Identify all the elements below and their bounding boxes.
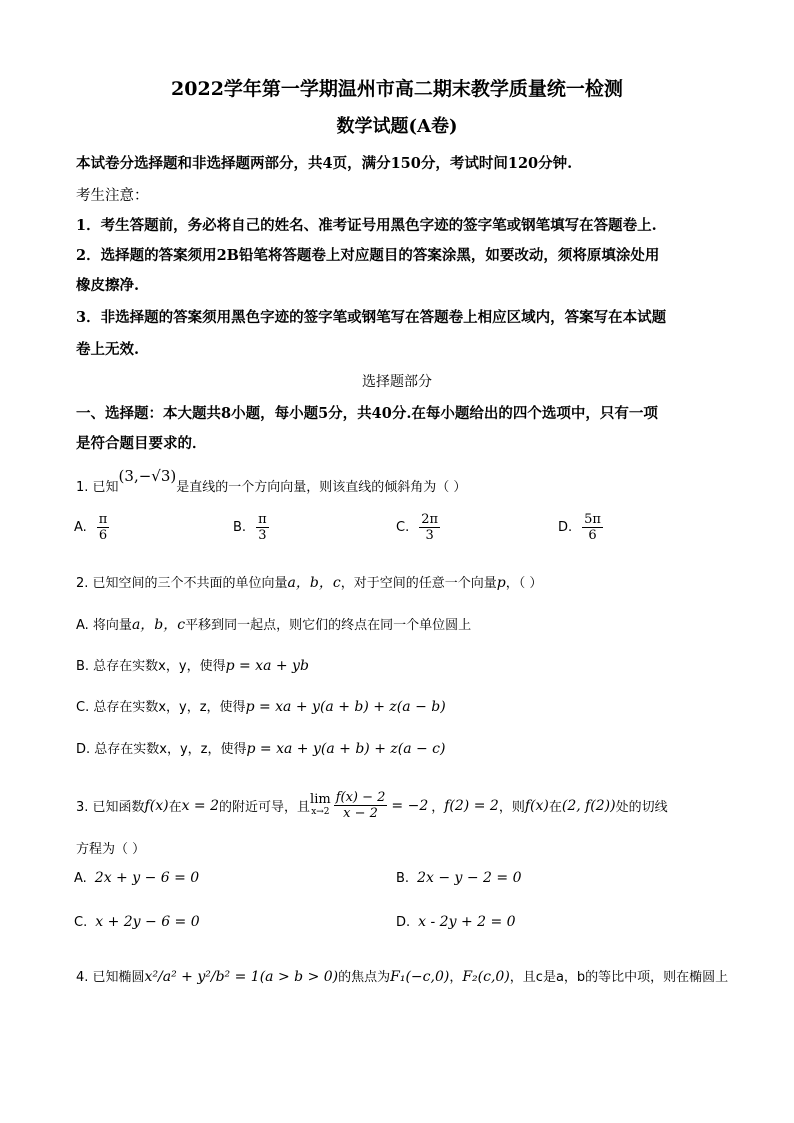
question-1-option-a[interactable]: A. $\frac{\pi}{6}$ [74,512,108,543]
question-2-stem: 2. 已知空间的三个不共面的单位向量a，b，c，对于空间的任意一个向量p，（ ） [76,575,543,591]
section-heading-line-1: 一、选择题：本大题共8小题，每小题5分，共40分.在每小题给出的四个选项中，只有一项 [76,405,658,422]
section-label: 选择题部分 [362,374,432,390]
note-2-line-2: 橡皮擦净. [76,277,140,294]
note-1: 1．考生答题前，务必将自己的姓名、准考证号用黑色字迹的签字笔或钢笔填写在答题卷上. [76,217,657,234]
question-2-vector-p: p [496,575,506,591]
question-3-stem-line-2: 方程为（ ） [76,842,146,857]
note-3-line-1: 3．非选择题的答案须用黑色字迹的签字笔或钢笔写在答题卷上相应区域内，答案写在本试题 [76,309,667,326]
exam-subtitle: 数学试题(A卷) [336,116,458,137]
question-2-option-d[interactable]: D. 总存在实数x，y，z，使得p = xa + y(a + b) + z(a − c) [76,741,446,757]
question-2-option-a[interactable]: A. 将向量a，b，c平移到同一起点，则它们的终点在同一个单位圆上 [76,617,472,633]
ellipse-equation: x²/a² + y²/b² = 1(a > b > 0) [144,969,339,985]
question-3-option-d[interactable]: D. x - 2y + 2 = 0 [396,914,516,930]
question-1-option-c[interactable]: C. $\frac{2\pi}{3}$ [396,512,439,543]
question-2-vectors: a，b，c [287,575,341,591]
question-1-option-d[interactable]: D. $\frac{5\pi}{6}$ [558,512,601,543]
limit-fraction: $\frac{f(x) - 2}{x - 2}$ [335,790,386,821]
intro-line: 本试卷分选择题和非选择题两部分，共4页，满分150分，考试时间120分钟. [76,155,573,172]
question-1-suffix: 是直线的一个方向向量，则该直线的倾斜角为（ ） [176,480,467,495]
question-1-option-b[interactable]: B. $\frac{\pi}{3}$ [233,512,267,543]
question-1-vector: (3,−√3) [118,467,177,485]
question-3-option-c[interactable]: C. x + 2y − 6 = 0 [74,914,200,930]
question-3-option-b[interactable]: B. 2x − y − 2 = 0 [396,870,522,886]
question-3-option-a[interactable]: A. 2x + y − 6 = 0 [74,870,200,886]
note-2-line-1: 2．选择题的答案须用2B铅笔将答题卷上对应题目的答案涂黑，如要改动，须将原填涂处用 [76,247,660,264]
notice-label: 考生注意： [76,188,149,204]
function-f: f(x) [144,797,169,814]
question-1-prefix: 1. 已知 [76,480,119,495]
question-2-option-c[interactable]: C. 总存在实数x，y，z，使得p = xa + y(a + b) + z(a − b) [76,699,446,715]
question-4-stem: 4. 已知椭圆x²/a² + y²/b² = 1(a > b > 0)的焦点为F₁(−c,0)，F₂(c,0)，且c是a，b的等比中项，则在椭圆上 [76,969,729,985]
question-3-stem: 3. 已知函数 f(x) 在 x = 2 的附近可导，且 lim x→2 $\frac{f(x) - 2}{x - 2}$ = −2 ， f(2) = 2 ，则 f(x) 在 (2, f(2)) 处的切线 [76,790,668,821]
limit-operator: lim x→2 [310,791,331,817]
question-2-option-b[interactable]: B. 总存在实数x，y，使得p = xa + yb [76,658,309,674]
question-1-stem [76,467,467,495]
section-heading-line-2: 是符合题目要求的． [76,435,207,452]
note-3-line-2: 卷上无效. [76,341,140,358]
exam-title: 2022学年第一学期温州市高二期末教学质量统一检测 [171,78,623,100]
